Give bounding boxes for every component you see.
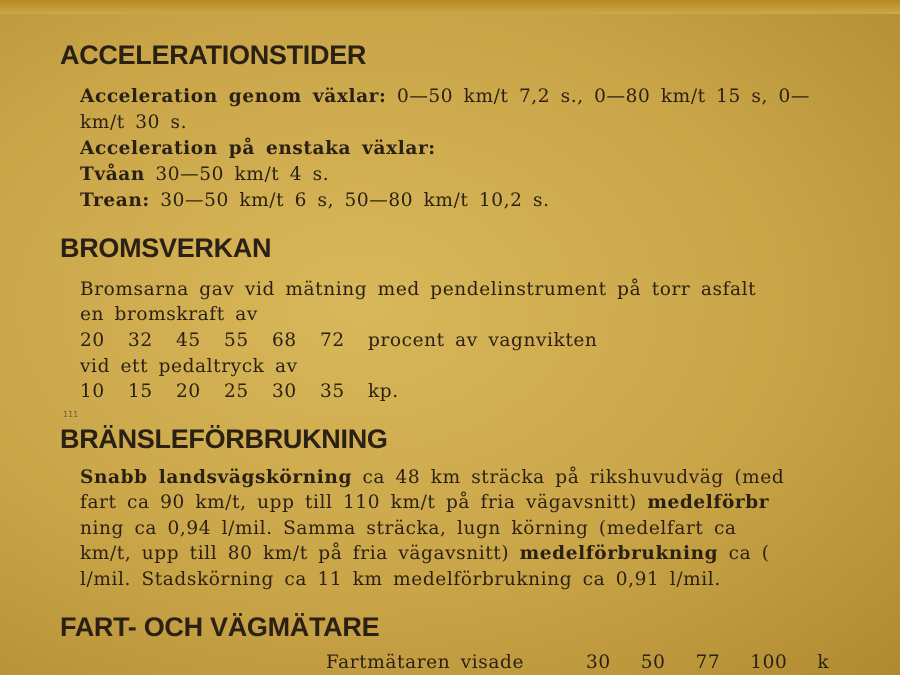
brake-force-value: 68: [272, 330, 297, 351]
accel-third-gear-line: [80, 190, 550, 211]
speedometer-value: 77: [695, 652, 721, 673]
accel-through-gears-values: 0—50 km/t 7,2 s., 0—80 km/t 15 s, 0—: [386, 86, 810, 107]
heading-acceleration: ACCELERATIONSTIDER: [60, 40, 367, 70]
second-gear-values: 30—50 km/t 4 s.: [144, 164, 330, 185]
pedal-pressure-value: 25: [224, 381, 249, 402]
accel-through-gears-label: Acceleration genom växlar:: [80, 86, 387, 107]
fuel-line-5: l/mil. Stadskörning ca 11 km medelförbrukning ca 0,91 l/mil.: [80, 569, 721, 590]
brake-force-value: 72: [320, 330, 345, 351]
pedal-pressure-value: 20: [176, 381, 201, 402]
speedometer-value: k: [817, 652, 830, 673]
accel-second-gear-line: [80, 164, 329, 185]
brake-force-row: [80, 330, 597, 351]
fuel-line-3: ning ca 0,94 l/mil. Samma sträcka, lugn körning (medelfart ca: [80, 518, 737, 539]
pedal-pressure-value: 10: [80, 381, 105, 402]
pedal-pressure-value: 35: [320, 381, 345, 402]
accel-single-gear-label: Acceleration på enstaka växlar:: [80, 138, 436, 159]
fuel-line-2-text: fart ca 90 km/t, upp till 110 km/t på fria vägavsnitt): [80, 492, 648, 513]
fast-driving-label: Snabb landsvägskörning: [80, 467, 352, 488]
brake-force-value: 45: [176, 330, 201, 351]
fuel-line-2: [80, 492, 769, 513]
avg-consumption-label: medelförbr: [647, 492, 770, 513]
speedometer-row: [326, 652, 859, 673]
fuel-line-4-text: km/t, upp till 80 km/t på fria vägavsnitt): [80, 543, 520, 564]
brake-force-value: 55: [224, 330, 249, 351]
brake-force-value: 32: [128, 330, 153, 351]
fuel-line-1-text: ca 48 km sträcka på rikshuvudväg (med: [351, 467, 785, 488]
fuel-line-1: [80, 467, 784, 488]
heading-fuel: BRÄNSLEFÖRBRUKNING: [60, 424, 388, 454]
brakes-line-1: Bromsarna gav vid mätning med pendelinstrument på torr asfalt: [80, 279, 757, 300]
heading-speedometer: FART- OCH VÄGMÄTARE: [60, 612, 380, 642]
speedometer-label: Fartmätaren visade: [326, 652, 524, 673]
fuel-line-4: [80, 543, 770, 564]
avg-consumption-label: medelförbrukning: [519, 543, 719, 564]
third-gear-values: 30—50 km/t 6 s, 50—80 km/t 10,2 s.: [149, 190, 550, 211]
speedometer-value: 30: [586, 652, 611, 673]
accel-line-1: [80, 86, 810, 107]
pedal-pressure-value: 15: [128, 381, 153, 402]
brake-force-value: 20: [80, 330, 105, 351]
third-gear-label: Trean:: [80, 190, 150, 211]
pedal-pressure-suffix: kp.: [368, 381, 399, 402]
heading-brakes: BROMSVERKAN: [60, 233, 272, 263]
brake-force-suffix: procent av vagnvikten: [368, 330, 598, 351]
brakes-line-4: vid ett pedaltryck av: [80, 356, 298, 377]
fuel-line-4-tail: ca (: [718, 543, 770, 564]
second-gear-label: Tvåan: [80, 164, 145, 185]
speedometer-value: 50: [640, 652, 666, 673]
margin-mark: 111: [63, 410, 79, 419]
accel-line-2: km/t 30 s.: [80, 112, 188, 133]
speedometer-value: 100: [750, 652, 788, 673]
brakes-line-2: en bromskraft av: [80, 304, 258, 325]
pedal-pressure-row: [80, 381, 399, 402]
pedal-pressure-value: 30: [272, 381, 297, 402]
